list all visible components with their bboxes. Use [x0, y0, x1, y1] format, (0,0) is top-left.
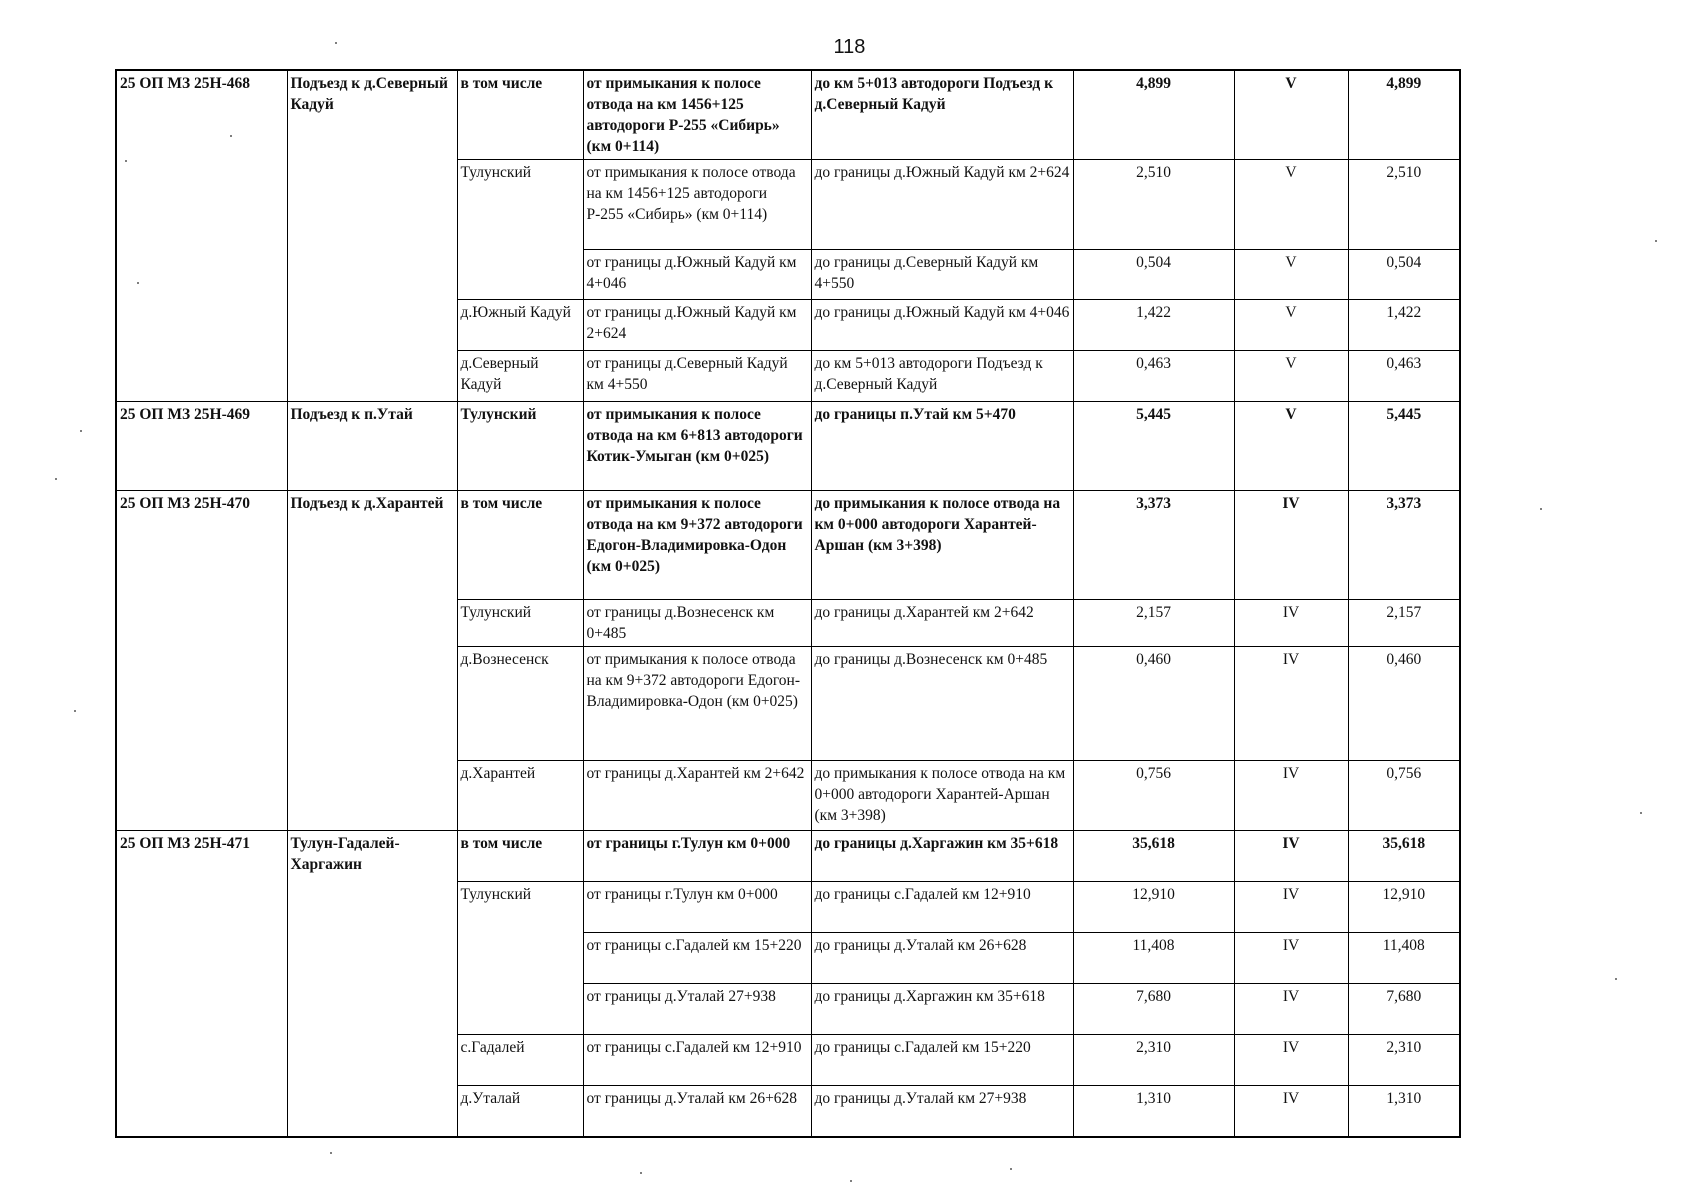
to-cell: до границы д.Харгажин км 35+618	[811, 831, 1073, 882]
road-id-cell: 25 ОП МЗ 25Н-471	[116, 831, 287, 1137]
total-cell: 1,310	[1348, 1086, 1460, 1137]
length-cell: 5,445	[1073, 402, 1234, 491]
area-cell: д.Вознесенск	[457, 647, 583, 761]
area-cell: в том числе	[457, 70, 583, 160]
total-cell: 11,408	[1348, 933, 1460, 984]
from-cell: от границы г.Тулун км 0+000	[583, 882, 811, 933]
length-cell: 3,373	[1073, 491, 1234, 600]
length-cell: 35,618	[1073, 831, 1234, 882]
from-cell: от примыкания к полосе отвода на км 9+372 автодороги Едогон-Владимировка-Одон (км 0+025)	[583, 647, 811, 761]
area-cell: Тулунский	[457, 402, 583, 491]
from-cell: от границы д.Южный Кадуй км 2+624	[583, 300, 811, 351]
category-cell: IV	[1234, 491, 1348, 600]
total-cell: 2,157	[1348, 600, 1460, 647]
total-cell: 0,463	[1348, 351, 1460, 402]
from-cell: от границы с.Гадалей км 15+220	[583, 933, 811, 984]
total-cell: 12,910	[1348, 882, 1460, 933]
to-cell: до границы д.Южный Кадуй км 4+046	[811, 300, 1073, 351]
category-cell: IV	[1234, 647, 1348, 761]
length-cell: 0,463	[1073, 351, 1234, 402]
length-cell: 0,756	[1073, 761, 1234, 831]
to-cell: до границы д.Южный Кадуй км 2+624	[811, 160, 1073, 250]
area-cell: в том числе	[457, 491, 583, 600]
from-cell: от границы г.Тулун км 0+000	[583, 831, 811, 882]
category-cell: V	[1234, 402, 1348, 491]
total-cell: 35,618	[1348, 831, 1460, 882]
from-cell: от границы д.Вознесенск км 0+485	[583, 600, 811, 647]
to-cell: до примыкания к полосе отвода на км 0+000 автодороги Харантей-Аршан (км 3+398)	[811, 491, 1073, 600]
area-cell: д.Уталай	[457, 1086, 583, 1137]
area-cell: в том числе	[457, 831, 583, 882]
length-cell: 12,910	[1073, 882, 1234, 933]
length-cell: 2,157	[1073, 600, 1234, 647]
road-id-cell: 25 ОП МЗ 25Н-470	[116, 491, 287, 831]
total-cell: 5,445	[1348, 402, 1460, 491]
length-cell: 2,510	[1073, 160, 1234, 250]
length-cell: 0,460	[1073, 647, 1234, 761]
category-cell: V	[1234, 250, 1348, 300]
area-cell: Тулунский	[457, 882, 583, 1035]
from-cell: от границы с.Гадалей км 12+910	[583, 1035, 811, 1086]
to-cell: до границы д.Харгажин км 35+618	[811, 984, 1073, 1035]
length-cell: 2,310	[1073, 1035, 1234, 1086]
area-cell: с.Гадалей	[457, 1035, 583, 1086]
length-cell: 4,899	[1073, 70, 1234, 160]
from-cell: от примыкания к полосе отвода на км 1456+125 автодороги Р-255 «Сибирь» (км 0+114)	[583, 70, 811, 160]
total-cell: 0,756	[1348, 761, 1460, 831]
category-cell: IV	[1234, 933, 1348, 984]
from-cell: от границы д.Северный Кадуй км 4+550	[583, 351, 811, 402]
category-cell: IV	[1234, 831, 1348, 882]
total-cell: 2,510	[1348, 160, 1460, 250]
total-cell: 0,504	[1348, 250, 1460, 300]
from-cell: от границы д.Харантей км 2+642	[583, 761, 811, 831]
area-cell: Тулунский	[457, 600, 583, 647]
road-id-cell: 25 ОП МЗ 25Н-468	[116, 70, 287, 402]
to-cell: до км 5+013 автодороги Подъезд к д.Северный Кадуй	[811, 351, 1073, 402]
from-cell: от примыкания к полосе отвода на км 9+372 автодороги Едогон-Владимировка-Одон (км 0+025)	[583, 491, 811, 600]
to-cell: до границы д.Северный Кадуй км 4+550	[811, 250, 1073, 300]
length-cell: 1,310	[1073, 1086, 1234, 1137]
total-cell: 2,310	[1348, 1035, 1460, 1086]
road-name-cell: Подъезд к д.Северный Кадуй	[287, 70, 457, 402]
from-cell: от границы д.Уталай км 26+628	[583, 1086, 811, 1137]
category-cell: IV	[1234, 1086, 1348, 1137]
page-number: 118	[833, 36, 866, 58]
total-cell: 1,422	[1348, 300, 1460, 351]
to-cell: до границы д.Харантей км 2+642	[811, 600, 1073, 647]
category-cell: IV	[1234, 600, 1348, 647]
length-cell: 1,422	[1073, 300, 1234, 351]
category-cell: IV	[1234, 761, 1348, 831]
category-cell: IV	[1234, 882, 1348, 933]
table-row	[116, 491, 1460, 600]
total-cell: 7,680	[1348, 984, 1460, 1035]
category-cell: V	[1234, 160, 1348, 250]
category-cell: IV	[1234, 984, 1348, 1035]
total-cell: 0,460	[1348, 647, 1460, 761]
from-cell: от примыкания к полосе отвода на км 6+813 автодороги Котик-Умыган (км 0+025)	[583, 402, 811, 491]
total-cell: 4,899	[1348, 70, 1460, 160]
area-cell: д.Южный Кадуй	[457, 300, 583, 351]
road-name-cell: Подъезд к д.Харантей	[287, 491, 457, 831]
area-cell: д.Северный Кадуй	[457, 351, 583, 402]
from-cell: от примыкания к полосе отвода на км 1456+125 автодороги Р-255 «Сибирь» (км 0+114)	[583, 160, 811, 250]
length-cell: 11,408	[1073, 933, 1234, 984]
road-id-cell: 25 ОП МЗ 25Н-469	[116, 402, 287, 491]
from-cell: от границы д.Уталай 27+938	[583, 984, 811, 1035]
table-row	[116, 831, 1460, 882]
to-cell: до границы д.Вознесенск км 0+485	[811, 647, 1073, 761]
category-cell: V	[1234, 351, 1348, 402]
from-cell: от границы д.Южный Кадуй км 4+046	[583, 250, 811, 300]
category-cell: V	[1234, 70, 1348, 160]
to-cell: до км 5+013 автодороги Подъезд к д.Северный Кадуй	[811, 70, 1073, 160]
to-cell: до границы д.Уталай км 27+938	[811, 1086, 1073, 1137]
to-cell: до примыкания к полосе отвода на км 0+000 автодороги Харантей-Аршан (км 3+398)	[811, 761, 1073, 831]
to-cell: до границы с.Гадалей км 15+220	[811, 1035, 1073, 1086]
roads-table	[115, 69, 1461, 1138]
total-cell: 3,373	[1348, 491, 1460, 600]
length-cell: 7,680	[1073, 984, 1234, 1035]
table-row	[116, 402, 1460, 491]
area-cell: д.Харантей	[457, 761, 583, 831]
area-cell: Тулунский	[457, 160, 583, 300]
length-cell: 0,504	[1073, 250, 1234, 300]
to-cell: до границы д.Уталай км 26+628	[811, 933, 1073, 984]
to-cell: до границы с.Гадалей км 12+910	[811, 882, 1073, 933]
road-name-cell: Тулун-Гадалей-Харгажин	[287, 831, 457, 1137]
category-cell: V	[1234, 300, 1348, 351]
table-row	[116, 70, 1460, 160]
category-cell: IV	[1234, 1035, 1348, 1086]
road-name-cell: Подъезд к п.Утай	[287, 402, 457, 491]
to-cell: до границы п.Утай км 5+470	[811, 402, 1073, 491]
